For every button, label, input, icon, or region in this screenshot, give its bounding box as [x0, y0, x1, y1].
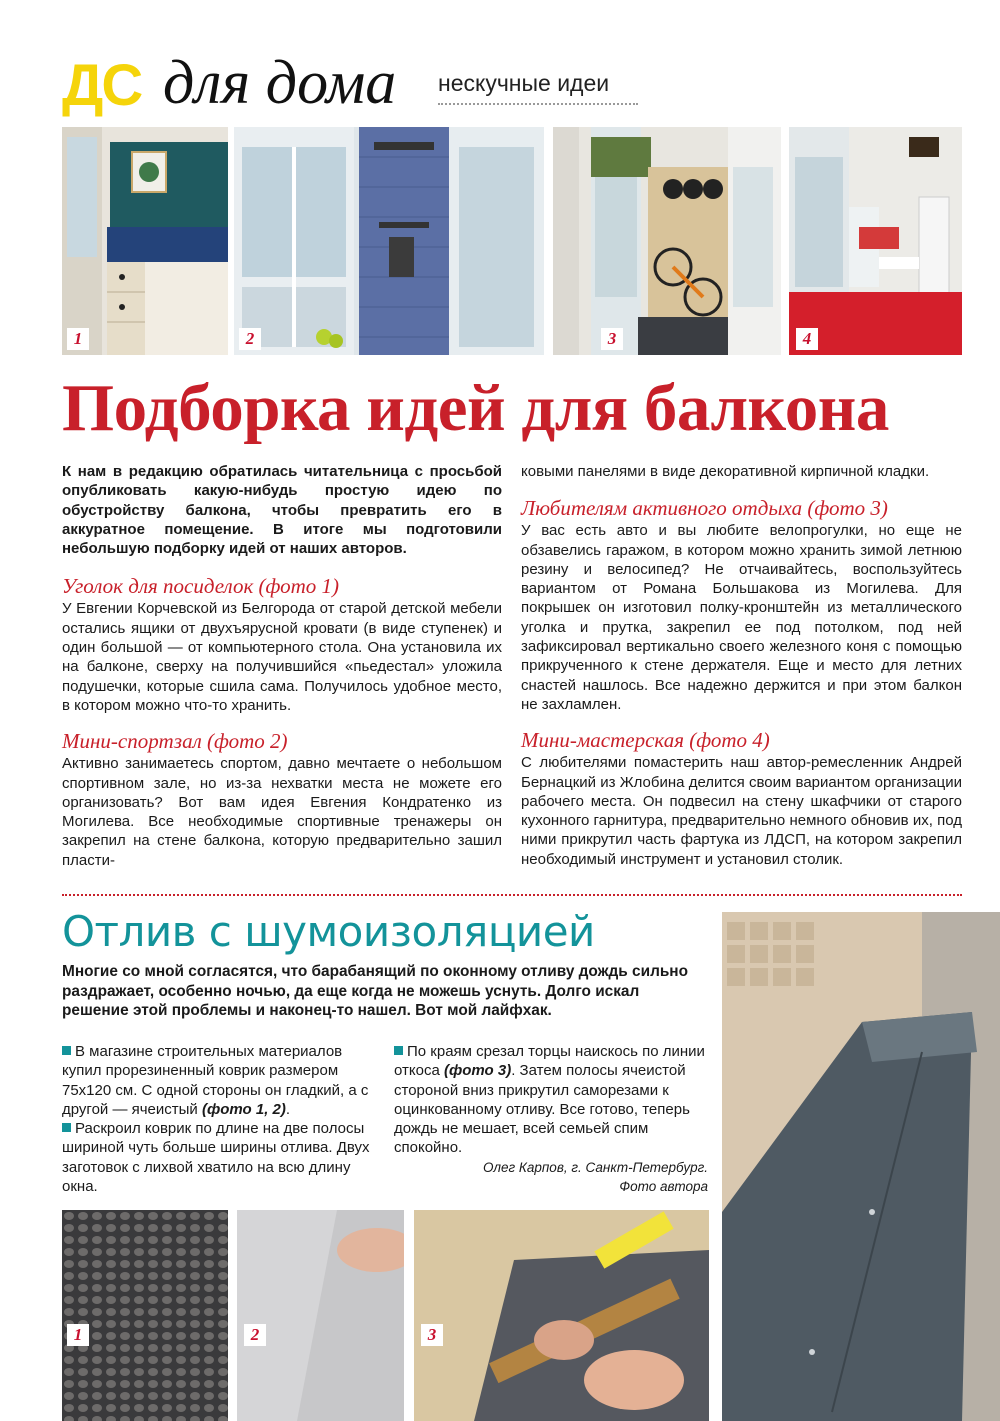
photo-number-badge: 1	[67, 328, 89, 350]
bullet-marker	[62, 1123, 71, 1132]
author-signature: Олег Карпов, г. Санкт-Петербург.	[483, 1159, 708, 1175]
photo-number-badge: 4	[796, 328, 818, 350]
paragraph-mini-gym-continuation: ковыми панелями в виде декоративной кирпичной кладки.	[521, 463, 930, 480]
photo-cutting-edges	[414, 1210, 709, 1421]
magazine-logo: ДС	[62, 53, 142, 118]
paragraph-seating-corner: У Евгении Корчевской из Белгорода от старой детской мебели остались ящики от двухъярусной кровати (в виде ступенек) и один большой — от компьютерного стола. Она установила их на балконе, сверху на получившийся «пьедестал» уложила подушечки, которые сшила сама. Получилось удобное место, в котором можно что-то хранить.	[62, 600, 502, 714]
photo-number-badge: 2	[244, 1324, 266, 1346]
photo-number-badge: 3	[601, 328, 623, 350]
photo-smooth-mat	[237, 1210, 404, 1421]
article-left-column	[62, 462, 502, 870]
bullet-marker	[394, 1046, 403, 1055]
section-subtitle: нескучные идеи	[438, 70, 610, 96]
subheading-mini-gym: Мини-спортзал (фото 2)	[62, 729, 288, 754]
article2-lead: Многие со мной согласятся, что барабанящий по оконному отливу дождь сильно раздражает, особенно ночью, да еще когда не можешь уснуть. Долго искал решение этой проблемы и наконец-то нашел. Вот мой лайфхак.	[62, 963, 689, 1020]
article2-paragraph-2: Раскроил коврик по длине на две полосы шириной чуть больше ширины отлива. Двух заготовок с лихвой хватило на всю длину окна.	[62, 1120, 370, 1196]
article-lead: К нам в редакцию обратилась читательница с просьбой опубликовать какую-нибудь простую идею по обустройству балкона, чтобы превратить его в аккуратное помещение. В итоге мы подготовили небольшую подборку идей от наших авторов.	[62, 463, 502, 558]
photo-cellular-mat	[62, 1210, 228, 1421]
photo-number-badge: 2	[239, 328, 261, 350]
subheading-mini-workshop: Мини-мастерская (фото 4)	[521, 728, 770, 753]
section-divider	[62, 894, 962, 896]
paragraph-mini-workshop: С любителями помастерить наш автор-ремесленник Андрей Бернацкий из Жлобина делится своим вариантом организации рабочего места. Он подвесил на стену шкафчики от старого кухонного гарнитура, предварительно немного обновив их, под ними прикрутил часть фартука из ЛДСП, на котором закрепил необходимый инструмент и установил столик.	[521, 754, 962, 868]
article2-title: Отлив с шумоизоляцией	[62, 907, 595, 956]
photo-mini-gym	[234, 127, 544, 355]
photo-window-sill-result	[722, 912, 1000, 1421]
article2-right-column	[394, 1042, 708, 1196]
bullet-marker	[62, 1046, 71, 1055]
article-right-column	[521, 462, 962, 869]
article-title: Подборка идей для балкона	[62, 371, 889, 445]
subheading-seating-corner: Уголок для посиделок (фото 1)	[62, 574, 340, 599]
article2-left-column	[62, 1042, 378, 1196]
photo-number-badge: 3	[421, 1324, 443, 1346]
subheading-active-leisure: Любителям активного отдыха (фото 3)	[521, 496, 888, 521]
header-divider	[438, 103, 638, 105]
article2-paragraph-1: В магазине строительных материалов купил прорезиненный коврик размером 75х120 см. С одной стороны он гладкий, а с другой — ячеистый (фото 1, 2).	[62, 1043, 369, 1118]
photo-credit: Фото автора	[619, 1178, 708, 1194]
paragraph-mini-gym: Активно занимаетесь спортом, давно мечтаете о небольшом спортивном зале, но из-за нехватки места не можете его организовать? Вот вам идея Евгения Кондратенко из Могилева. Все необходимые спортивные тренажеры он закрепил на стене балкона, которую предварительно зашил пласти-	[62, 755, 502, 869]
photo-mini-workshop	[789, 127, 962, 355]
article2-paragraph-3: По краям срезал торцы наискось по линии откоса (фото 3). Затем полосы ячеистой стороной вниз прикрутил саморезами к оцинкованному отливу. Все готово, теперь дождь не мешает, всей семьей спим спокойно.	[394, 1043, 705, 1157]
photo-seating-corner	[62, 127, 228, 355]
paragraph-active-leisure: У вас есть авто и вы любите велопрогулки, но еще не обзавелись гаражом, в котором можно хранить зимой летнюю резину и велосипед? Не отчаивайтесь, воспользуйтесь вариантом от Романа Большакова из Могилева. Для покрышек он изготовил полку-кронштейн из металлического уголка и прутка, закрепил ее под потолком, под ней зафиксировал вертикально своего железного коня с помощью прикрученного к стене держателя. Еще и место для летних снастей нашлось. Все надежно держится и при этом балкон не захламлен.	[521, 522, 962, 713]
photo-number-badge: 1	[67, 1324, 89, 1346]
photo-bike-storage	[553, 127, 781, 355]
section-title: для дома	[163, 49, 397, 117]
